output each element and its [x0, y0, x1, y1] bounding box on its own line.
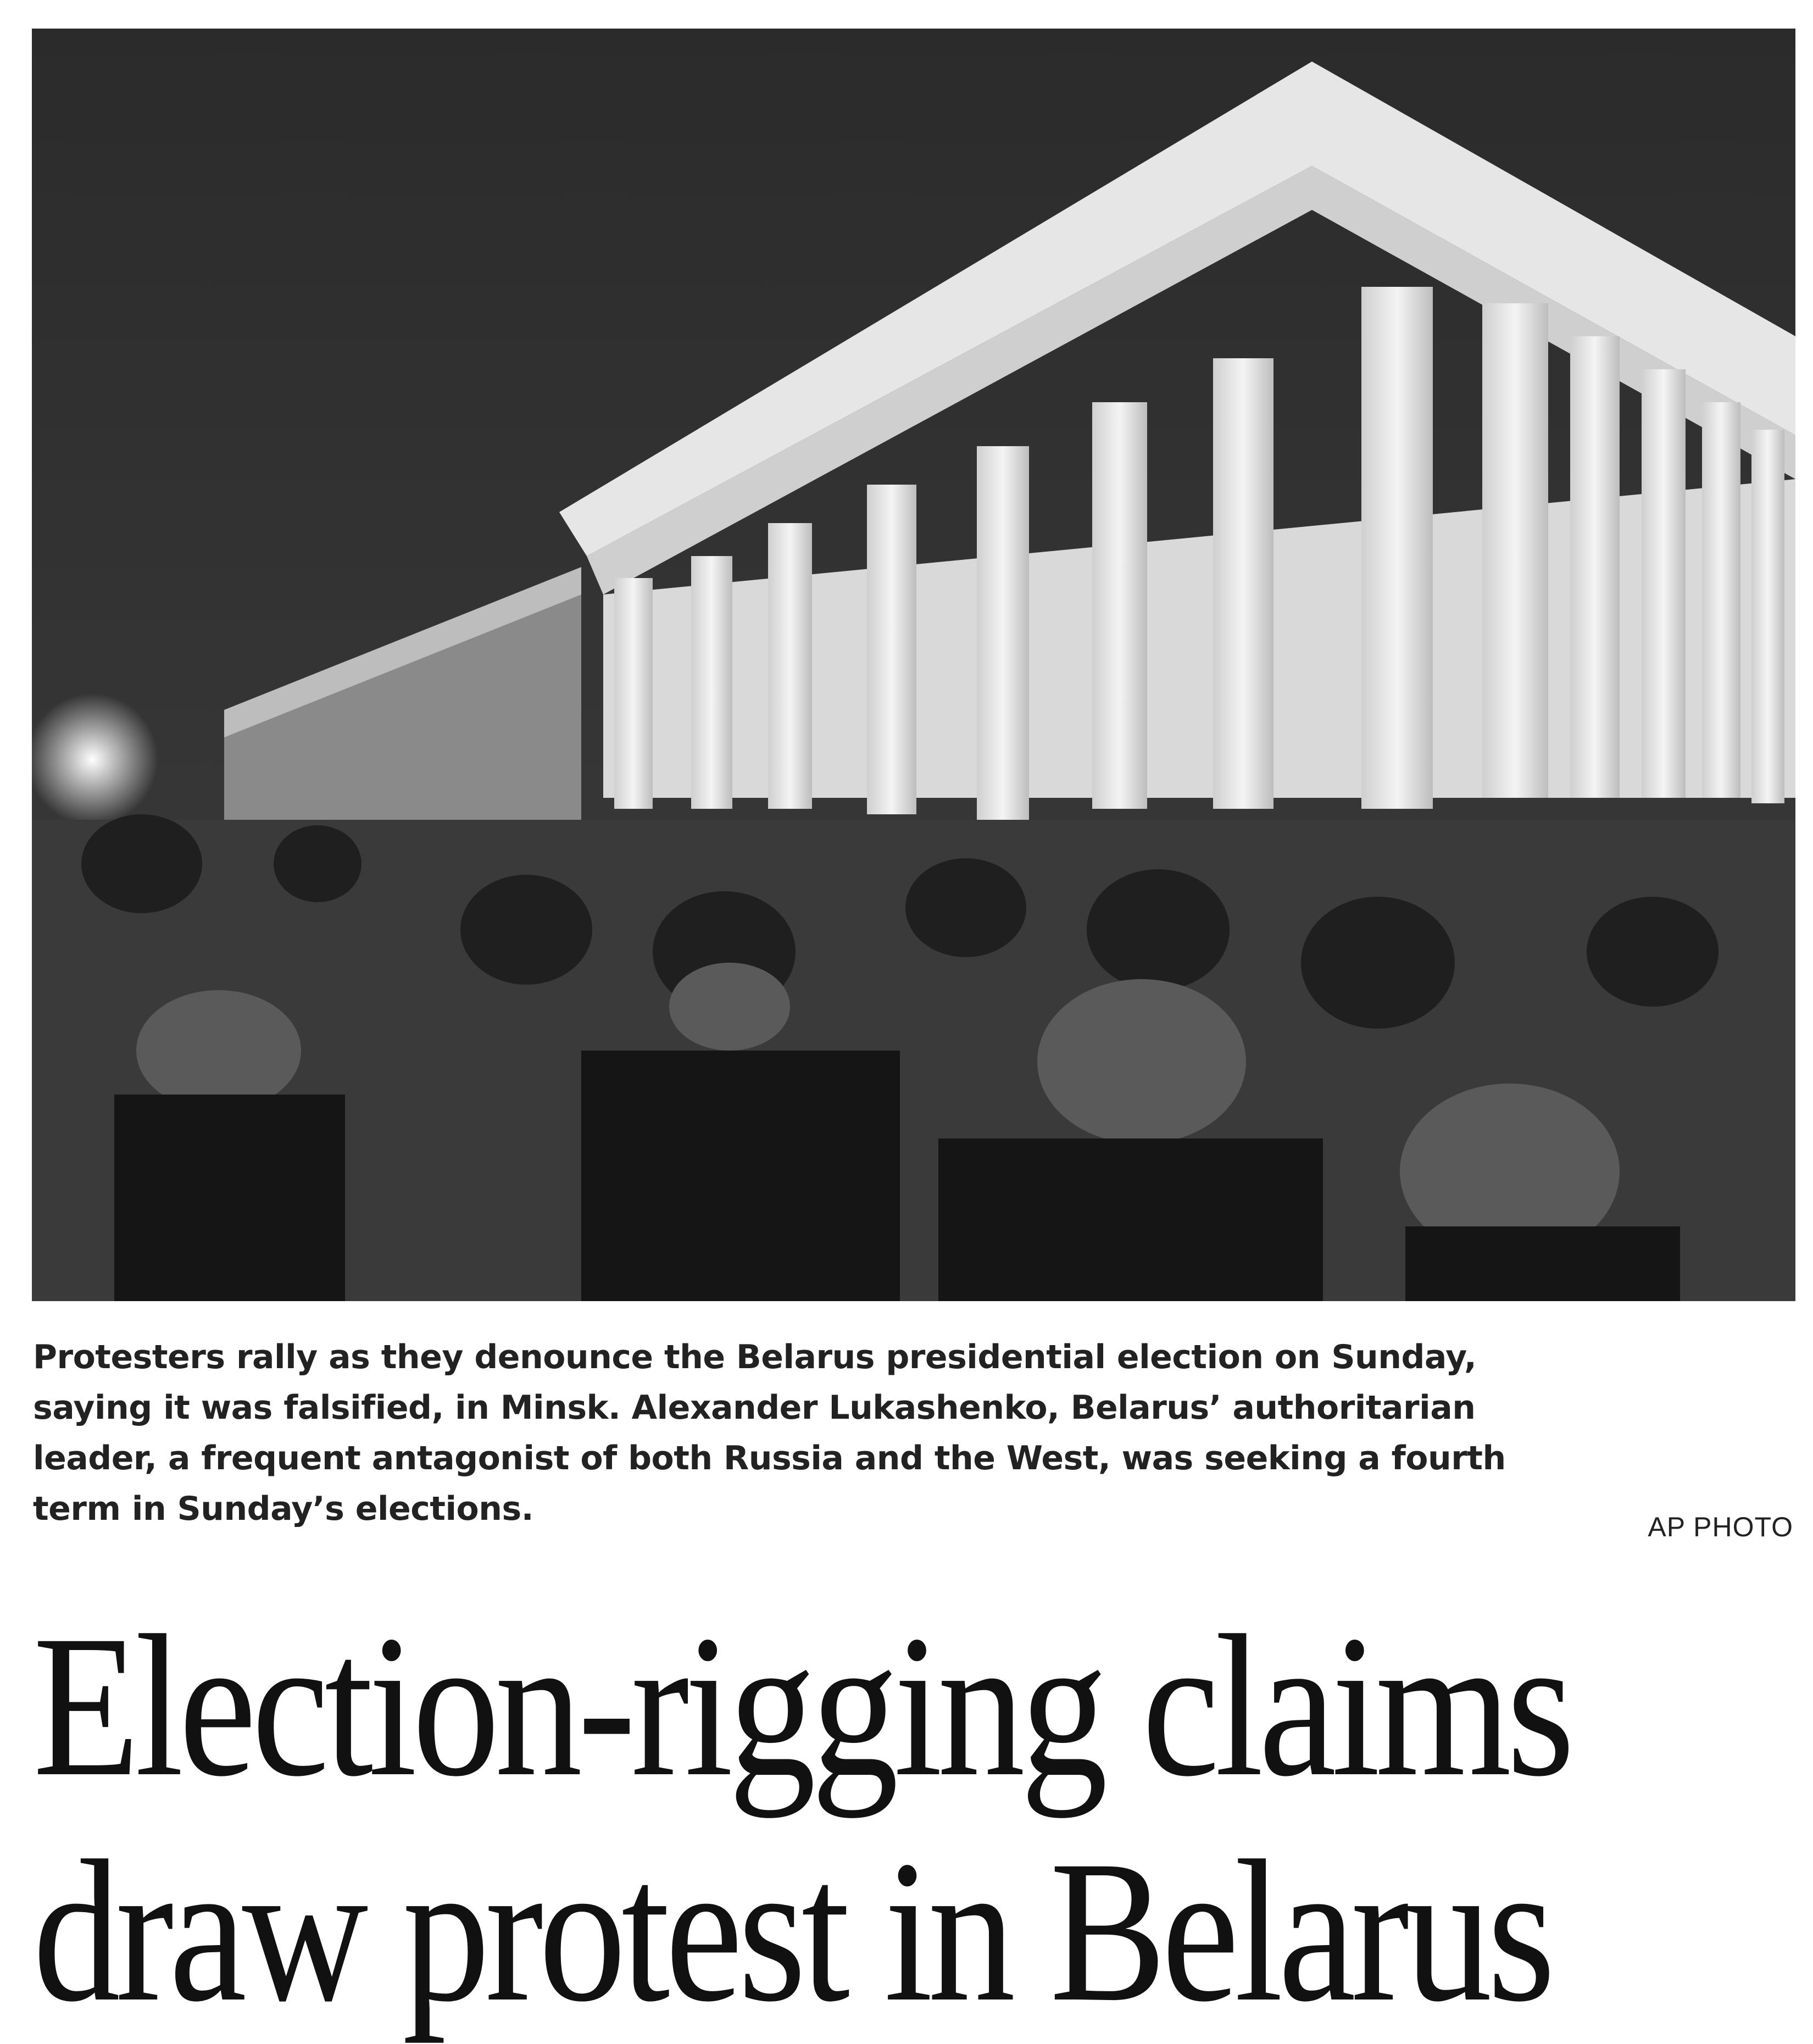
- caption-line: saying it was falsified, in Minsk. Alexander Lukashenko, Belarus’ authoritarian: [33, 1388, 1476, 1427]
- headline: [33, 1593, 1570, 2044]
- news-photo: [32, 29, 1795, 1301]
- photo-credit: AP PHOTO: [1648, 1512, 1793, 1542]
- headline-line: draw protest in Belarus: [33, 1819, 1551, 2044]
- caption-line: leader, a frequent antagonist of both Russia and the West, was seeking a fourth: [33, 1439, 1506, 1478]
- photo-caption: [33, 1332, 1791, 1534]
- caption-line: Protesters rally as they denounce the Belarus presidential election on Sunday,: [33, 1338, 1477, 1376]
- headline-line: Election-rigging claims: [33, 1593, 1570, 1819]
- protest-photo-icon: [32, 29, 1795, 1301]
- caption-line: term in Sunday’s elections.: [33, 1490, 533, 1528]
